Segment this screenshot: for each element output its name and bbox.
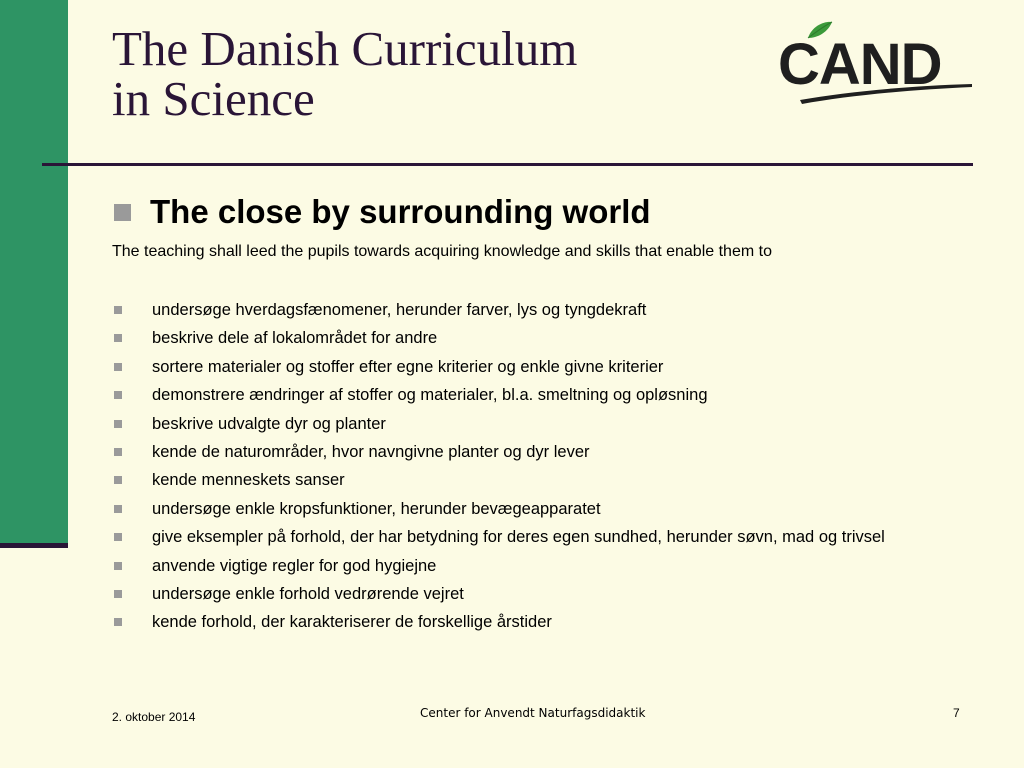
green-sidebar-bar: [0, 0, 68, 545]
list-item: [112, 299, 962, 321]
square-bullet-icon: [114, 204, 131, 221]
square-bullet-icon: [114, 420, 122, 428]
footer-organization: Center for Anvendt Naturfagsdidaktik: [420, 706, 646, 720]
list-item: [112, 327, 962, 349]
list-item-text: kende forhold, der karakteriserer de forskellige årstider: [152, 613, 552, 632]
title-line-1: The Danish Curriculum: [112, 21, 578, 76]
list-item-text: sortere materialer og stoffer efter egne kriterier og enkle givne kriterier: [152, 357, 664, 376]
square-bullet-icon: [114, 306, 122, 314]
square-bullet-icon: [114, 476, 122, 484]
section-heading-row: [114, 192, 651, 232]
sidebar-base-line: [0, 543, 68, 548]
list-item: [112, 526, 962, 548]
square-bullet-icon: [114, 391, 122, 399]
logo-text: CAND: [778, 32, 942, 97]
list-item-text: undersøge enkle forhold vedrørende vejret: [152, 584, 464, 603]
title-line-2: in Science: [112, 71, 315, 126]
square-bullet-icon: [114, 590, 122, 598]
list-item-text: undersøge hverdagsfænomener, herunder farver, lys og tyngdekraft: [152, 301, 647, 319]
list-item: [112, 611, 962, 633]
square-bullet-icon: [114, 533, 122, 541]
list-item-text: demonstrere ændringer af stoffer og materialer, bl.a. smeltning og opløsning: [152, 386, 708, 405]
list-item-text: beskrive udvalgte dyr og planter: [152, 414, 386, 433]
bullet-list: [112, 299, 962, 640]
list-item: [112, 555, 962, 577]
title-divider: [42, 163, 973, 166]
list-item-text: give eksempler på forhold, der har betydning for deres egen sundhed, herunder søvn, mad og trivsel: [152, 528, 885, 547]
cand-logo: [776, 18, 976, 106]
list-item: [112, 441, 962, 463]
list-item: [112, 498, 962, 520]
square-bullet-icon: [114, 448, 122, 456]
list-item-text: kende menneskets sanser: [152, 471, 345, 490]
list-item: [112, 583, 962, 605]
square-bullet-icon: [114, 505, 122, 513]
list-item: [112, 384, 962, 406]
square-bullet-icon: [114, 363, 122, 371]
slide-title: [112, 21, 578, 126]
square-bullet-icon: [114, 562, 122, 570]
square-bullet-icon: [114, 618, 122, 626]
list-item-text: kende de naturområder, hvor navngivne planter og dyr lever: [152, 442, 590, 461]
list-item-text: anvende vigtige regler for god hygiejne: [152, 556, 437, 575]
list-item-text: undersøge enkle kropsfunktioner, herunder bevægeapparatet: [152, 499, 601, 518]
list-item: [112, 469, 962, 491]
page-number: 7: [953, 706, 960, 720]
list-item: [112, 356, 962, 378]
list-item-text: beskrive dele af lokalområdet for andre: [152, 329, 438, 348]
intro-text: The teaching shall leed the pupils towards acquiring knowledge and skills that enable them to: [112, 243, 772, 260]
footer-date: 2. oktober 2014: [112, 710, 196, 724]
section-heading: The close by surrounding world: [150, 193, 651, 230]
list-item: [112, 413, 962, 435]
square-bullet-icon: [114, 334, 122, 342]
cand-logo-graphic: [776, 18, 976, 106]
